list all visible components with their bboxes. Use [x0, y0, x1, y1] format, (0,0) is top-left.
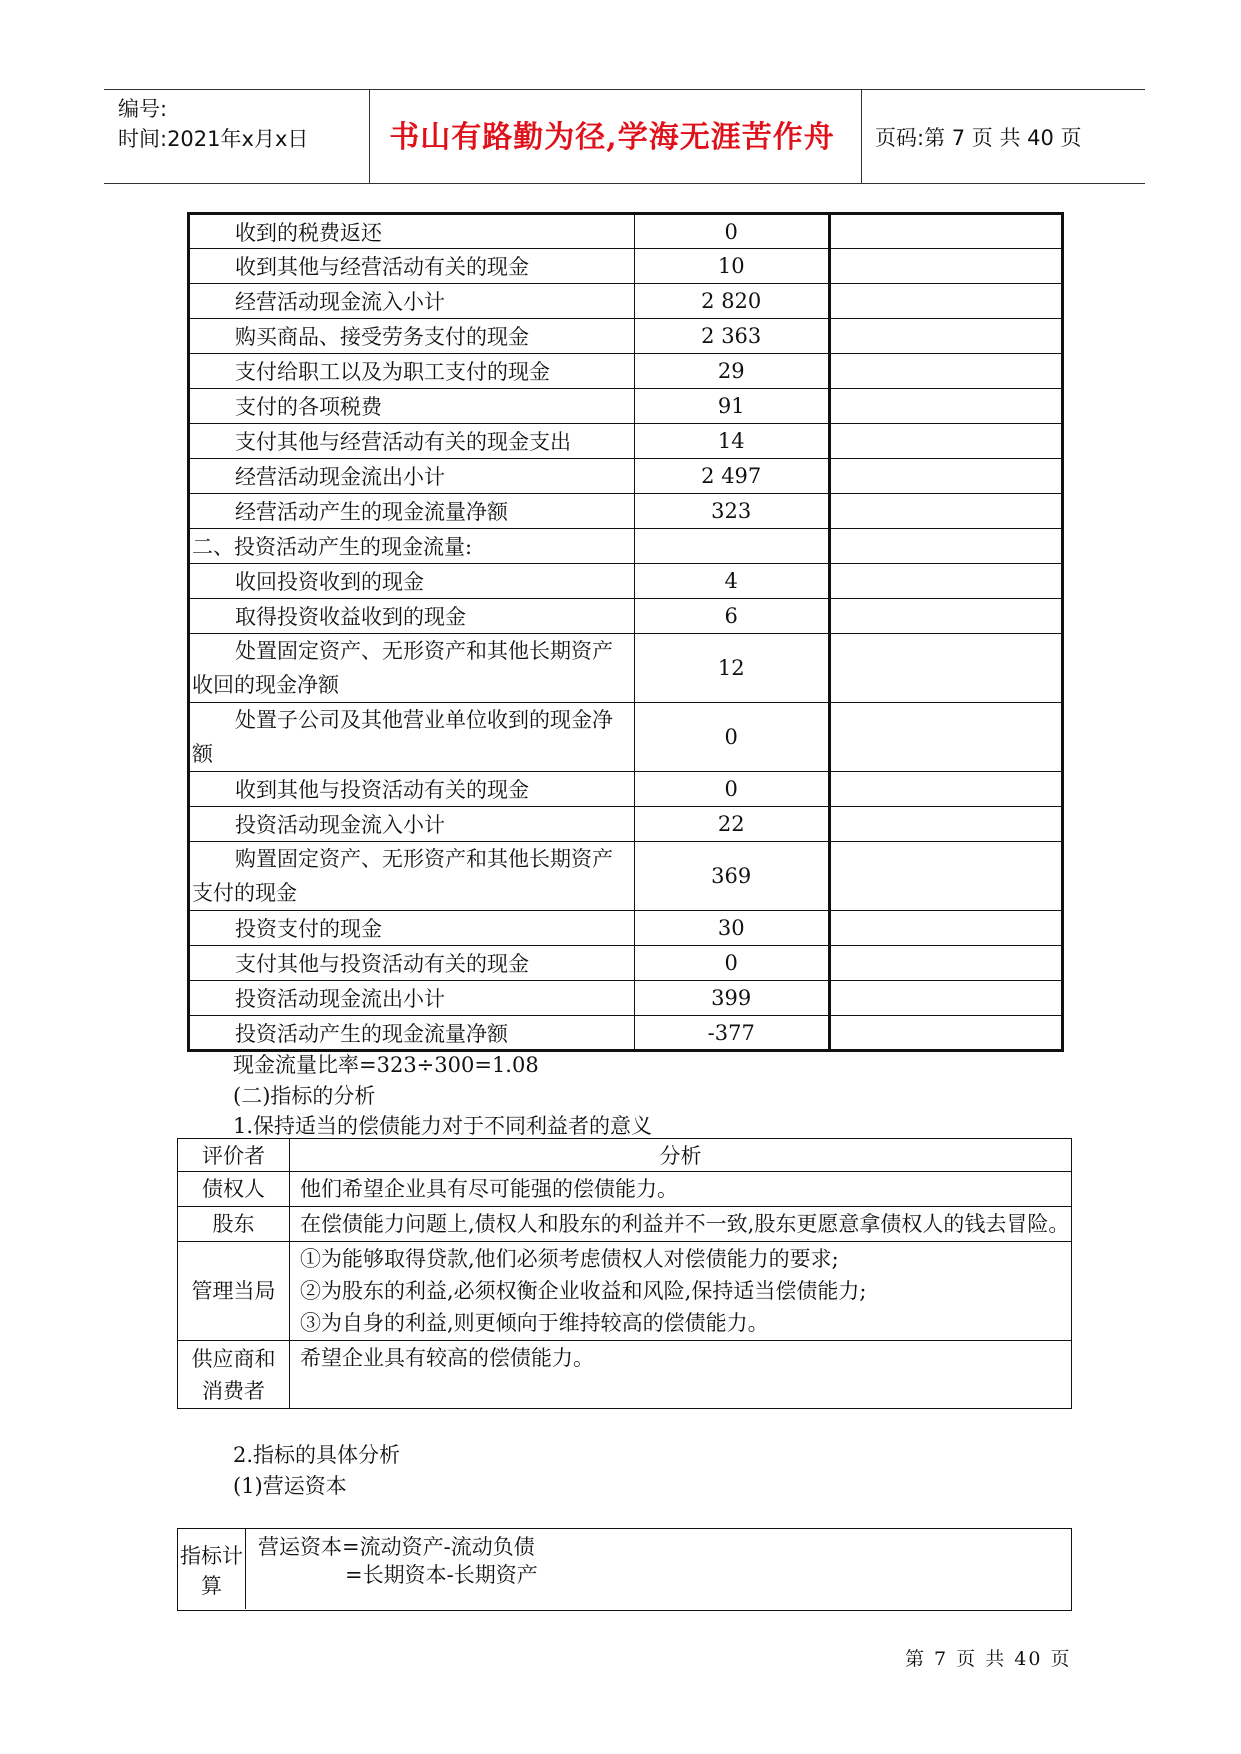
analysis-cell — [290, 1341, 1072, 1409]
table-row — [189, 1016, 1063, 1051]
cash-flow-blank-cell — [829, 214, 1062, 249]
table-header-row — [178, 1139, 1072, 1172]
analysis-cell — [290, 1207, 1072, 1242]
cash-flow-value: 2 497 — [634, 459, 829, 494]
evaluator-cell: 管理当局 — [178, 1242, 290, 1341]
analysis-line: ①为能够取得贷款,他们必须考虑债权人对偿债能力的要求; — [300, 1247, 839, 1271]
cash-flow-value: 369 — [634, 842, 829, 911]
evaluator-cell: 债权人 — [178, 1172, 290, 1207]
evaluator-cell: 股东 — [178, 1207, 290, 1242]
cash-flow-item: 收到其他与投资活动有关的现金 — [189, 772, 635, 807]
header-meta — [118, 94, 308, 154]
section-heading: (二)指标的分析 — [233, 1084, 376, 1108]
table-row — [189, 319, 1063, 354]
table-row — [189, 807, 1063, 842]
cash-flow-blank-cell — [829, 772, 1062, 807]
table-row — [189, 529, 1063, 564]
cash-flow-value: 10 — [634, 249, 829, 284]
table-row — [189, 459, 1063, 494]
cash-flow-value — [634, 529, 829, 564]
table-row — [189, 214, 1063, 249]
time-label: 时间:2021年x月x日 — [118, 127, 309, 151]
cash-flow-item: 投资支付的现金 — [189, 911, 635, 946]
header-motto: 书山有路勤为径,学海无涯苦作舟 — [389, 120, 835, 155]
cash-flow-value: 22 — [634, 807, 829, 842]
cash-flow-item: 投资活动现金流入小计 — [189, 807, 635, 842]
cash-flow-blank-cell — [829, 494, 1062, 529]
formula-box — [177, 1528, 1072, 1611]
cash-flow-item: 购买商品、接受劳务支付的现金 — [189, 319, 635, 354]
cash-flow-item: 取得投资收益收到的现金 — [189, 599, 635, 634]
cash-flow-item: 经营活动现金流入小计 — [189, 284, 635, 319]
table-row — [189, 842, 1063, 911]
table-row — [178, 1341, 1072, 1409]
cash-flow-item: 购置固定资产、无形资产和其他长期资产支付的现金 — [189, 842, 635, 911]
header-bottom-rule — [104, 183, 1145, 184]
cash-flow-blank-cell — [829, 981, 1062, 1016]
cash-flow-value: 0 — [634, 214, 829, 249]
table-row — [189, 249, 1063, 284]
table-row — [189, 946, 1063, 981]
cash-flow-blank-cell — [829, 703, 1062, 772]
cash-flow-blank-cell — [829, 424, 1062, 459]
analysis-line: 希望企业具有较高的偿债能力。 — [300, 1346, 594, 1370]
cash-flow-blank-cell — [829, 842, 1062, 911]
cash-flow-blank-cell — [829, 459, 1062, 494]
cash-flow-item: 收到其他与经营活动有关的现金 — [189, 249, 635, 284]
cash-flow-blank-cell — [829, 389, 1062, 424]
cash-flow-value: 399 — [634, 981, 829, 1016]
cash-flow-value: 0 — [634, 772, 829, 807]
cash-flow-item: 经营活动产生的现金流量净额 — [189, 494, 635, 529]
table-row — [178, 1207, 1072, 1242]
subsection-heading: 1.保持适当的偿债能力对于不同利益者的意义 — [233, 1114, 653, 1138]
cash-flow-value: 29 — [634, 354, 829, 389]
cash-flow-value: 0 — [634, 703, 829, 772]
cash-flow-item: 支付给职工以及为职工支付的现金 — [189, 354, 635, 389]
table-row — [189, 772, 1063, 807]
table-row — [189, 703, 1063, 772]
table-row — [189, 634, 1063, 703]
cash-flow-value: 12 — [634, 634, 829, 703]
cash-flow-blank-cell — [829, 1016, 1062, 1051]
formula-label: 指标计算 — [178, 1529, 246, 1609]
cash-flow-blank-cell — [829, 249, 1062, 284]
cash-flow-blank-cell — [829, 911, 1062, 946]
cash-flow-value: 6 — [634, 599, 829, 634]
analysis-line: ②为股东的利益,必须权衡企业收益和风险,保持适当偿债能力; — [300, 1279, 867, 1303]
cash-flow-item: 收到的税费返还 — [189, 214, 635, 249]
subsection-heading: (1)营运资本 — [233, 1474, 347, 1498]
cash-flow-item: 投资活动产生的现金流量净额 — [189, 1016, 635, 1051]
cash-flow-item: 支付其他与投资活动有关的现金 — [189, 946, 635, 981]
cash-flow-value: -377 — [634, 1016, 829, 1051]
cash-flow-ratio: 现金流量比率=323÷300=1.08 — [233, 1053, 539, 1077]
cash-flow-item: 处置子公司及其他营业单位收到的现金净额 — [189, 703, 635, 772]
cash-flow-value: 323 — [634, 494, 829, 529]
table-row — [178, 1242, 1072, 1341]
cash-flow-blank-cell — [829, 807, 1062, 842]
serial-label: 编号: — [118, 97, 168, 121]
cash-flow-item: 支付其他与经营活动有关的现金支出 — [189, 424, 635, 459]
header-analysis: 分析 — [290, 1139, 1072, 1172]
cash-flow-blank-cell — [829, 319, 1062, 354]
cash-flow-value: 2 820 — [634, 284, 829, 319]
cash-flow-value: 4 — [634, 564, 829, 599]
evaluator-cell: 供应商和消费者 — [178, 1341, 290, 1409]
cash-flow-item: 支付的各项税费 — [189, 389, 635, 424]
cash-flow-value: 91 — [634, 389, 829, 424]
table-row — [189, 389, 1063, 424]
header-page-label: 页码:第 7 页 共 40 页 — [875, 126, 1082, 150]
cash-flow-item: 二、投资活动产生的现金流量: — [189, 529, 635, 564]
table-row — [189, 599, 1063, 634]
table-row — [189, 354, 1063, 389]
cash-flow-blank-cell — [829, 946, 1062, 981]
cash-flow-blank-cell — [829, 354, 1062, 389]
table-row — [189, 494, 1063, 529]
table-row — [189, 284, 1063, 319]
analysis-line: 他们希望企业具有尽可能强的偿债能力。 — [300, 1177, 678, 1201]
cash-flow-item: 投资活动现金流出小计 — [189, 981, 635, 1016]
cash-flow-blank-cell — [829, 634, 1062, 703]
cash-flow-table — [187, 212, 1064, 1052]
cash-flow-blank-cell — [829, 529, 1062, 564]
cash-flow-blank-cell — [829, 284, 1062, 319]
analysis-cell — [290, 1242, 1072, 1341]
cash-flow-blank-cell — [829, 564, 1062, 599]
cash-flow-blank-cell — [829, 599, 1062, 634]
cash-flow-value: 14 — [634, 424, 829, 459]
table-row — [178, 1172, 1072, 1207]
formula-line: 营运资本=流动资产-流动负债 — [258, 1535, 535, 1559]
table-row — [189, 911, 1063, 946]
table-row — [189, 564, 1063, 599]
formula-line: =长期资本-长期资产 — [345, 1563, 538, 1587]
header-divider-left — [369, 89, 370, 183]
analysis-line: ③为自身的利益,则更倾向于维持较高的偿债能力。 — [300, 1311, 769, 1335]
header-top-rule — [104, 89, 1145, 90]
cash-flow-item: 经营活动现金流出小计 — [189, 459, 635, 494]
header-who: 评价者 — [178, 1139, 290, 1172]
table-row — [189, 981, 1063, 1016]
cash-flow-item: 处置固定资产、无形资产和其他长期资产收回的现金净额 — [189, 634, 635, 703]
header-divider-right — [861, 89, 862, 183]
analysis-line: 在偿债能力问题上,债权人和股东的利益并不一致,股东更愿意拿债权人的钱去冒险。 — [300, 1212, 1070, 1236]
page-footer: 第 7 页 共 40 页 — [905, 1648, 1072, 1670]
cash-flow-value: 0 — [634, 946, 829, 981]
solvency-analysis-table — [177, 1138, 1072, 1409]
table-row — [189, 424, 1063, 459]
cash-flow-item: 收回投资收到的现金 — [189, 564, 635, 599]
analysis-cell — [290, 1172, 1072, 1207]
cash-flow-value: 30 — [634, 911, 829, 946]
cash-flow-value: 2 363 — [634, 319, 829, 354]
subsection-heading: 2.指标的具体分析 — [233, 1443, 401, 1467]
